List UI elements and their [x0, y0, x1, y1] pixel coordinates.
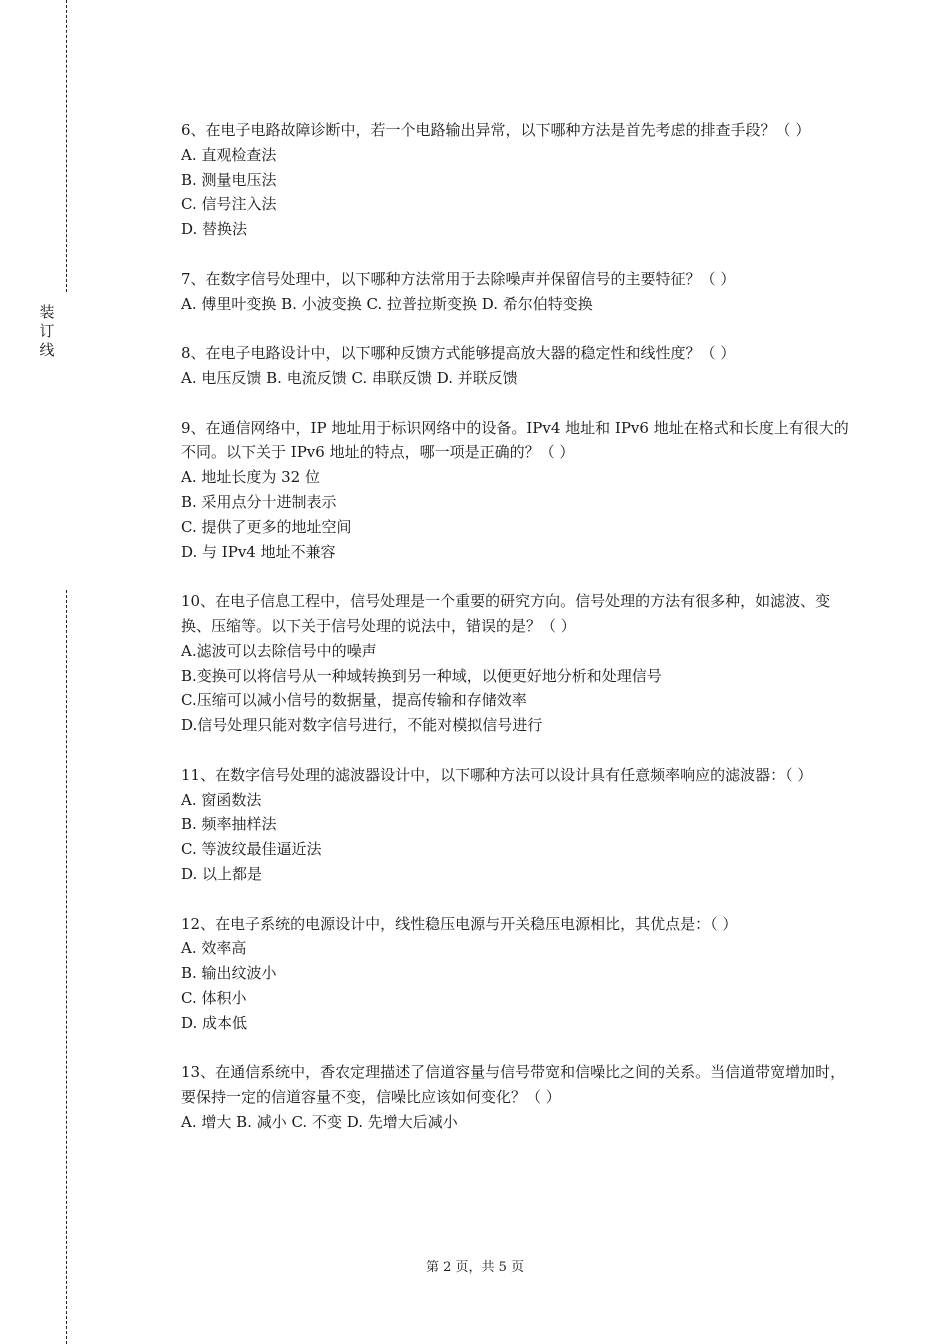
- option-b: B. 采用点分十进制表示: [181, 492, 337, 511]
- option-a: A. 地址长度为 32 位: [181, 468, 320, 487]
- option-c: C. 等波纹最佳逼近法: [181, 840, 322, 859]
- question-stem: 9、在通信网络中，IP 地址用于标识网络中的设备。IPv4 地址和 IPv6 地址在格式和长度上有很大的不同。以下关于 IPv6 地址的特点，哪一项是正确的？（ ）: [181, 418, 849, 462]
- option-c: C. 信号注入法: [181, 195, 277, 214]
- question-6: [181, 118, 849, 242]
- option-d: D. 成本低: [181, 1013, 248, 1032]
- question-8: [181, 341, 849, 391]
- option-a: A. 效率高: [181, 939, 247, 958]
- binding-dashed-line-top: [66, 0, 67, 292]
- option-c: C. 提供了更多的地址空间: [181, 517, 352, 536]
- option-line: A. 电压反馈 B. 电流反馈 C. 串联反馈 D. 并联反馈: [181, 368, 518, 387]
- option-a: A. 直观检查法: [181, 145, 277, 164]
- option-d: D.信号处理只能对数字信号进行，不能对模拟信号进行: [181, 716, 543, 735]
- option-line: A. 增大 B. 减小 C. 不变 D. 先增大后减小: [181, 1112, 458, 1131]
- option-b: B. 输出纹波小: [181, 964, 277, 983]
- option-d: D. 与 IPv4 地址不兼容: [181, 542, 336, 561]
- binding-label: [38, 303, 56, 360]
- question-stem: 13、在通信系统中，香农定理描述了信道容量与信号带宽和信噪比之间的关系。当信道带宽增加时，要保持一定的信道容量不变，信噪比应该如何变化？（ ）: [181, 1063, 846, 1107]
- option-b: B. 频率抽样法: [181, 815, 277, 834]
- question-9: [181, 416, 849, 565]
- question-11: [181, 763, 849, 887]
- question-13: [181, 1060, 849, 1134]
- binding-char: 线: [39, 341, 55, 359]
- question-stem: 10、在电子信息工程中，信号处理是一个重要的研究方向。信号处理的方法有很多种，如滤波、变换、压缩等。以下关于信号处理的说法中，错误的是？（ ）: [181, 592, 831, 635]
- option-c: C. 体积小: [181, 988, 247, 1007]
- binding-dashed-line-bottom: [66, 590, 67, 1344]
- question-stem: 11、在数字信号处理的滤波器设计中，以下哪种方法可以设计具有任意频率响应的滤波器：（ ）: [181, 765, 813, 784]
- option-b: B.变换可以将信号从一种域转换到另一种域，以便更好地分析和处理信号: [181, 666, 662, 685]
- question-stem: 12、在电子系统的电源设计中，线性稳压电源与开关稳压电源相比，其优点是：（ ）: [181, 914, 738, 933]
- binding-char: 装: [39, 303, 55, 321]
- option-d: D. 以上都是: [181, 864, 263, 883]
- question-stem: 6、在电子电路故障诊断中，若一个电路输出异常，以下哪种方法是首先考虑的排查手段？（ ）: [181, 121, 811, 139]
- option-a: A. 窗函数法: [181, 790, 262, 809]
- option-c: C.压缩可以减小信号的数据量，提高传输和存储效率: [181, 691, 527, 710]
- question-10: [181, 589, 849, 738]
- option-d: D. 替换法: [181, 220, 248, 239]
- question-7: [181, 267, 849, 317]
- binding-char: 订: [39, 322, 55, 340]
- question-stem: 8、在电子电路设计中，以下哪种反馈方式能够提高放大器的稳定性和线性度？（ ）: [181, 344, 736, 363]
- page-footer: 第 2 页，共 5 页: [425, 1260, 525, 1275]
- question-list: [181, 118, 849, 1159]
- question-12: [181, 912, 849, 1036]
- option-line: A. 傅里叶变换 B. 小波变换 C. 拉普拉斯变换 D. 希尔伯特变换: [181, 294, 593, 313]
- question-stem: 7、在数字信号处理中，以下哪种方法常用于去除噪声并保留信号的主要特征？（ ）: [181, 269, 736, 288]
- option-b: B. 测量电压法: [181, 170, 277, 189]
- option-a: A.滤波可以去除信号中的噪声: [181, 641, 377, 660]
